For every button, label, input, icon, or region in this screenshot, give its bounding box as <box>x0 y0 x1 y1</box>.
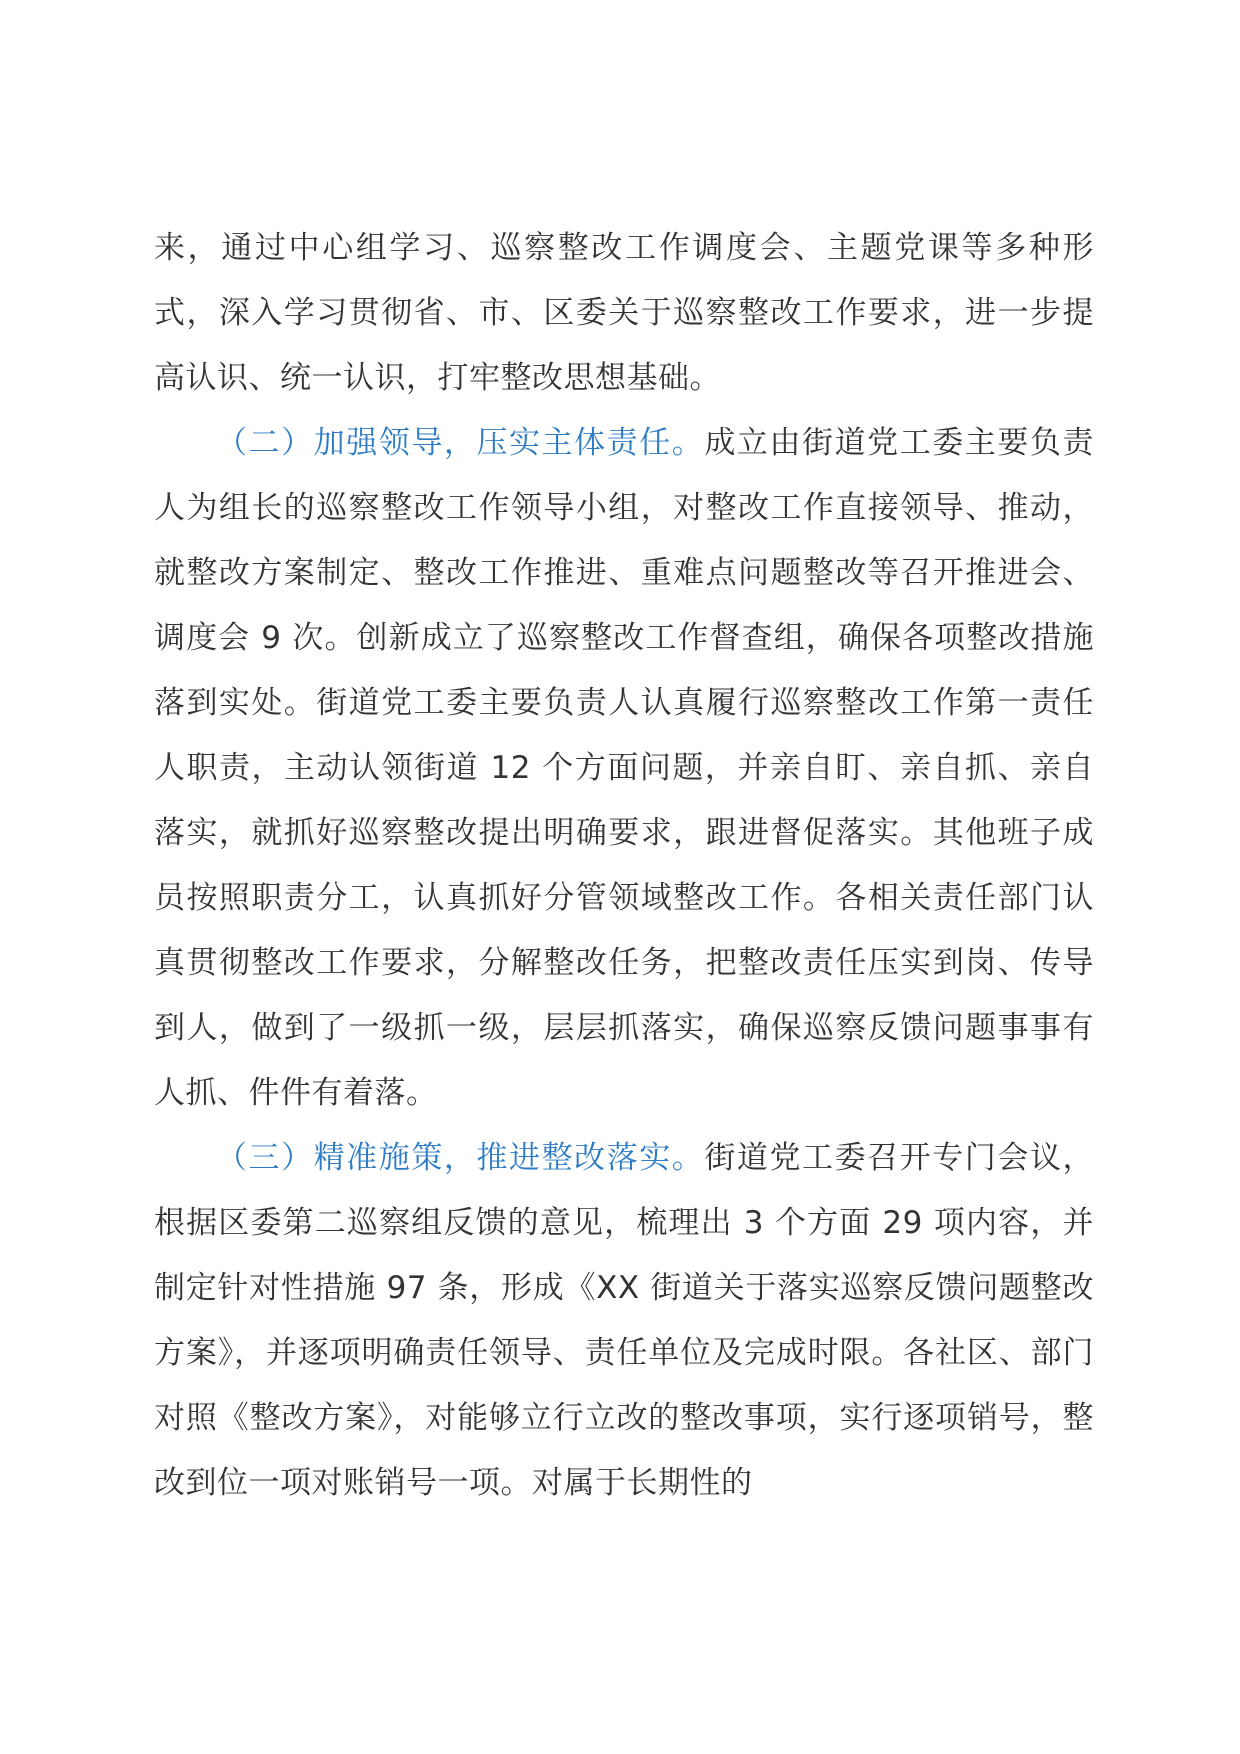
paragraph-precise-measures <box>154 1126 1094 1516</box>
paragraph-strengthen-leadership <box>154 411 1094 1126</box>
paragraph-body: 成立由街道党工委主要负责人为组长的巡察整改工作领导小组，对整改工作直接领导、推动，就整改方案制定、整改工作推进、重难点问题整改等召开推进会、调度会 9 次。创新成立了巡察整改工作督查组，确保各项整改措施落到实处。街道党工委主要负责人认真履行巡察整改工作第一责任人职责，主动认领街道 12 个方面问题，并亲自盯、亲自抓、亲自落实，就抓好巡察整改提出明确要求，跟进督促落实。其他班子成员按照职责分工，认真抓好分管领域整改工作。各相关责任部门认真贯彻整改工作要求，分解整改任务，把整改责任压实到岗、传导到人，做到了一级抓一级，层层抓落实，确保巡察反馈问题事事有人抓、件件有着落。 <box>154 425 1095 1111</box>
section-heading-2: （二）加强领导，压实主体责任。 <box>216 425 705 461</box>
paragraph-body: 街道党工委召开专门会议，根据区委第二巡察组反馈的意见，梳理出 3 个方面 29 项内容，并制定针对性措施 97 条，形成《XX 街道关于落实巡察反馈问题整改方案》，并逐项明确责任领导、责任单位及完成时限。各社区、部门对照《整改方案》，对能够立行立改的整改事项，实行逐项销号，整改到位一项对账销号一项。对属于长期性的 <box>154 1140 1095 1501</box>
paragraph-body: 来，通过中心组学习、巡察整改工作调度会、主题党课等多种形式，深入学习贯彻省、市、区委关于巡察整改工作要求，进一步提高认识、统一认识，打牢整改思想基础。 <box>154 230 1094 396</box>
document-body <box>154 216 1094 1516</box>
section-heading-3: （三）精准施策，推进整改落实。 <box>216 1140 705 1176</box>
paragraph-continuation <box>154 216 1094 411</box>
